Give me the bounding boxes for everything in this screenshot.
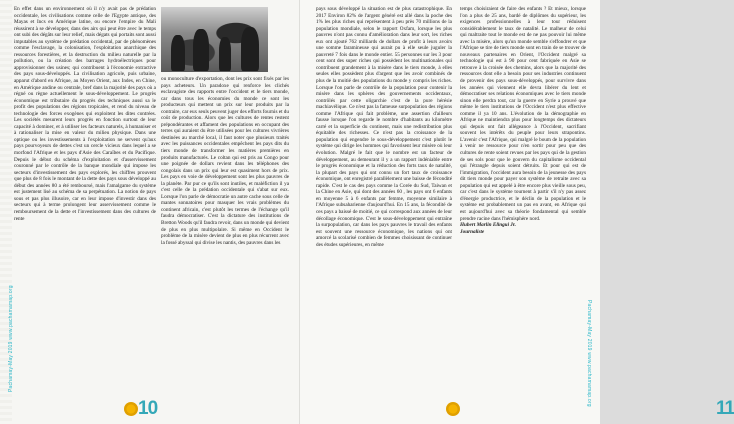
left-column-2 — [161, 76, 289, 394]
author-signature: Hubert Marlin Elingui Jr. — [460, 222, 516, 229]
photo-figure — [241, 27, 259, 71]
page-number-left: 10 — [138, 398, 158, 419]
sun-icon — [446, 402, 460, 416]
photo-figure — [193, 29, 209, 71]
left-page — [0, 0, 300, 424]
photo-figure — [171, 35, 185, 71]
right-column-2-text: temps choisiraient de faire des enfants ? Et mieux, lorsque l'on a plus de 25 ans, bardé de diplômes du supérieur, les exigences professionnelles à leur tour réduisent considérablement le taux de natalité. Le malheur de celui qui maltraite tout le monde est de ne pas pouvoir lui même avec la misère, alors qu'un monde semble s'effondrer et que l'Afrique se tire de tiers monde sont en train de se trouver de nouveaux partenaires en Orient, l'Occident malgré sa technologie qui est à 90 pour cent fabriquée en Asie se retrouve à la croisée des chemins, alors que la majorité des ressources dont elle a besoin pour ses industries continuent de provenir des pays sous-développés, pour survivre dans les années qui viennent elle devra libérer du lent et démocratiser ses relations économiques avec le tiers monde sinon elle perdra tout, car la guerre en Syrie a prouvé que même le tiers institutions de l'Occident n'est plus effective comme il ya 10 ans. L'évolution de la démographie en Afrique ne maintiendra plus pour longtemps des dictateurs qui depuis ont fait allégeance à l'Occident, sacrifiant souvent les intérêts du peuple pour leurs strapontins. L'avenir c'est l'Afrique, qui malgré le boum de la population à venir ne ressource pour n'en sortir pour peu que des cultures de rente soient revues par les pays qui de la gestion de ses sols pour que le gouvern du capitalisme occidental qui l'étrangle depuis soient détruits. Et pour qui est de l'immigration, l'occident aura besoin de la jeunesse des pays dit tiers monde pour payer son système de retraite avec sa population qui est appelé à être encore plus vieille sous peu, car c'est dans le système tournent à partir s'il n'y pas assez d'énergie productrice, et le déclin de la population et le système est probablement un pas en avant, en Afrique qui est aujourd'hui avec sa théorie fondamental qui semble prendre racine dans l'hémisphère nord. — [460, 6, 586, 222]
right-column-1 — [316, 6, 452, 398]
sun-icon — [124, 402, 138, 416]
photo-figure — [219, 37, 231, 71]
left-column-1 — [14, 6, 156, 398]
side-label-left: Pachamay-May 2019 www.pachamamap.org — [8, 285, 14, 392]
right-column-2 — [460, 6, 586, 398]
author-role: Journaliste — [460, 228, 485, 235]
left-column-1-text: En effet dans un environnement où il n'y avait pas de prédation occidentale, les civilisations comme celle de l'Egypte antique, des Mayas et Incs en Amérique latine, ou encore l'empire du Mali réussirent à se développer, dans des airs qui peut être avec le temps ont subi des dégâts sur leur relief, mais dégats qui portaits sont aussi imputables au système de prédation occidental, par de phénomènes comme l'esclavage, la colonisation, l'exploitation anarchique des ressources forestières, et la destruction du milieu naturelle par la pollution, ou la création des barrages hydroélectriques pour approvisionner des usines; qui contribuent à l'économie extractive des pays sous-développés. La civilisation agricole, puis urbaine, apparut d'abord en Afrique, au Moyen Orient, aux Indes, en Chine, en Amérique andine ou centrale, bref dans la majorité des pays où a régné ou règne actuellement le sous-développement. Le progrès économique est tributaire du progrès des techniques aussi sa le profit des populations des régions tropicales, et rend du niveau de technologie des forces exogènes qui exploitent les dites contrées. Les sociétés mesurent leurs progrès en fonction surtout de leur capacité à dominer, et à utiliser les facteurs naturels, à humaniser et à rationaliser la mise en valeur du milieu physique. Dans une optique ou les investissements à l'exploitation ne servent qu'aux pays pourvoyeurs de dettes c'est un cercle vicieux dans lequel a se morfond l'Afrique et les pays d'Asie des Caraïbes et du Pacifique. Depuis le début du schéma d'exploitation et d'asservissement couronné par le contrôle de la banque mondiale qui impose les secteurs d'investissement des pays explorés, les chiffres prouvent que plus de 8 fois le montant de la dette des pays sous développé au début des années 80 a été remboursé, mais l'amalgame du système est justement lisé au schéma de sa perpétuation. La notion de pays sous et pas plus illusoire, car en leur impose d'investir dans des secteurs qui à terme prolongent leur asservissement comme le remboursement de la dette et l'investissement dans des cultures de rente — [14, 6, 156, 222]
historical-photo — [161, 7, 268, 72]
side-label-right: Pachamay-May 2019 www.pachamamap.org — [586, 300, 592, 407]
right-page — [300, 0, 734, 424]
left-column-2-text: ou monoculture d'exportation, dont les prix sont fixés par les pays acheteurs. Un paradoxe qui renforce les clichés esclavagiste des rapports entre l'occident et le tiers monde, car dans tous les économies du monde ce sont les producteurs qui mettent un prix sur leur produits par la contraire, car eux seuls peuvent juger des efforts fournis et du coût de production. Alors que les cultures de rentes restent prépondérantes et affament des populations en occupant des terres qui auraient du être utilisées pour les cultures vivrières destinées au marché local, il faut noter que plusieurs traités avec les puissances occidentales empêchent les pays dits du tiers monde de transformer les matières premières en produits manufacturés. Le coltan qui est pris au Congo pour une poignée de dollars revient dans les téléphones des congolais dans un prix qui leur est quasiment hors de prix. Les pays en voie de développement sont les plus pauvres de la planète. Par pur ce qu'ils sont inutiles, et maléfiction il ya c'est celle de la prédation occidentale qui s'abat sur eux. Lorsque l'on parle de démocratie un autre cache sous celle de mantes sonnatoires pour masquer les vrais problèmes du continent africain, c'est plutôt les termes de l'échange qu'il faudra démocratiser. C'est la dictature des institutions de Bretton Woods qu'il faudra revoir, dans un monde qui devient de plus en plus multipolaire. Si même en Occident le problème de la misère devient de plus en plus récurrent avec la fossé abyssal qui divise les nantis, des pauvres dans les — [161, 76, 289, 246]
page-number-right: 11 — [716, 398, 734, 419]
right-column-1-text: pays sous développé la situation est de plus catastrophique. En 2017 Environ 82% de l'argent généré est allé dans la poche des 1% les plus riches qui représentent à peu près 70 millions de la population mondiale, selon le rapport Oxfam, lorsque les plus pauvres n'ont pas connu d'amélioration dans leur sort, les riches eux ont ajouté 762 milliards de dollars de profit à leurs avoirs une somme faramineuse qui aurait pu à elle seule juguler la pauvreté 7 fois dans le monde entier. 55 personnes sur les 3 pour cent sont des super riches qui possèdent les multinationales qui contribuent grandement à la misère dans le tiers monde, à elles seules elles possèdent plus d'argent que les avoir combinés de plus de la moitié des populations du monde y compris les riches. Lorsque l'on parle de contrôle de la population pour contenir la misère dans les sphères des gouvernements occidentaux, contrôlés par cette oligarchie c'est de la pure hérésie machiavélique. Ce n'est pas la fameuse surpopulation des régions comme l'Afrique qui fait problème, une assertion d'ailleurs fausse lorsque l'on regarde le nombre d'habitants au kilomètre carré et la superficie du continent, mais une redistribution plus équitable des richesses. Ce n'est pas la croissance de la population qui engendre le sous-développement c'est plutôt le système qui dirige les hommes qui favorisent leur misère où leur évolution. Malgré le fait que le nombre est un facteur de développement, au demeurant il y a un rapport indéniable entre le progrès économique et la réduction des forts taux de natalité, la plupart des pays qui ont connu un fort taux de croissance économique, ont enregistré parallèlement une baisse de fécondité rapide. C'est le cas des pays comme la Corée du Sud, Taiwan et la Chine en Asie, qui dont des années 60 , les pays ont 6 enfants en moyenne 5 à 6 enfants par femme, moyenne similaire à l'Afrique subsaharienne d'aujourd'hui. En 15 ans, la fécondité de ces pays a baissé de moitié, ce qui correspond aux années de leur décollage économique. C'est le sous-développement qui entraîne la surpopulation, car dans les pays pauvres le travail des enfants est souvent une ressource économique, les nations qui ont amorcé la scolarisé combien de femmes choisissant de continuer des études supérieures, en même — [316, 6, 452, 248]
